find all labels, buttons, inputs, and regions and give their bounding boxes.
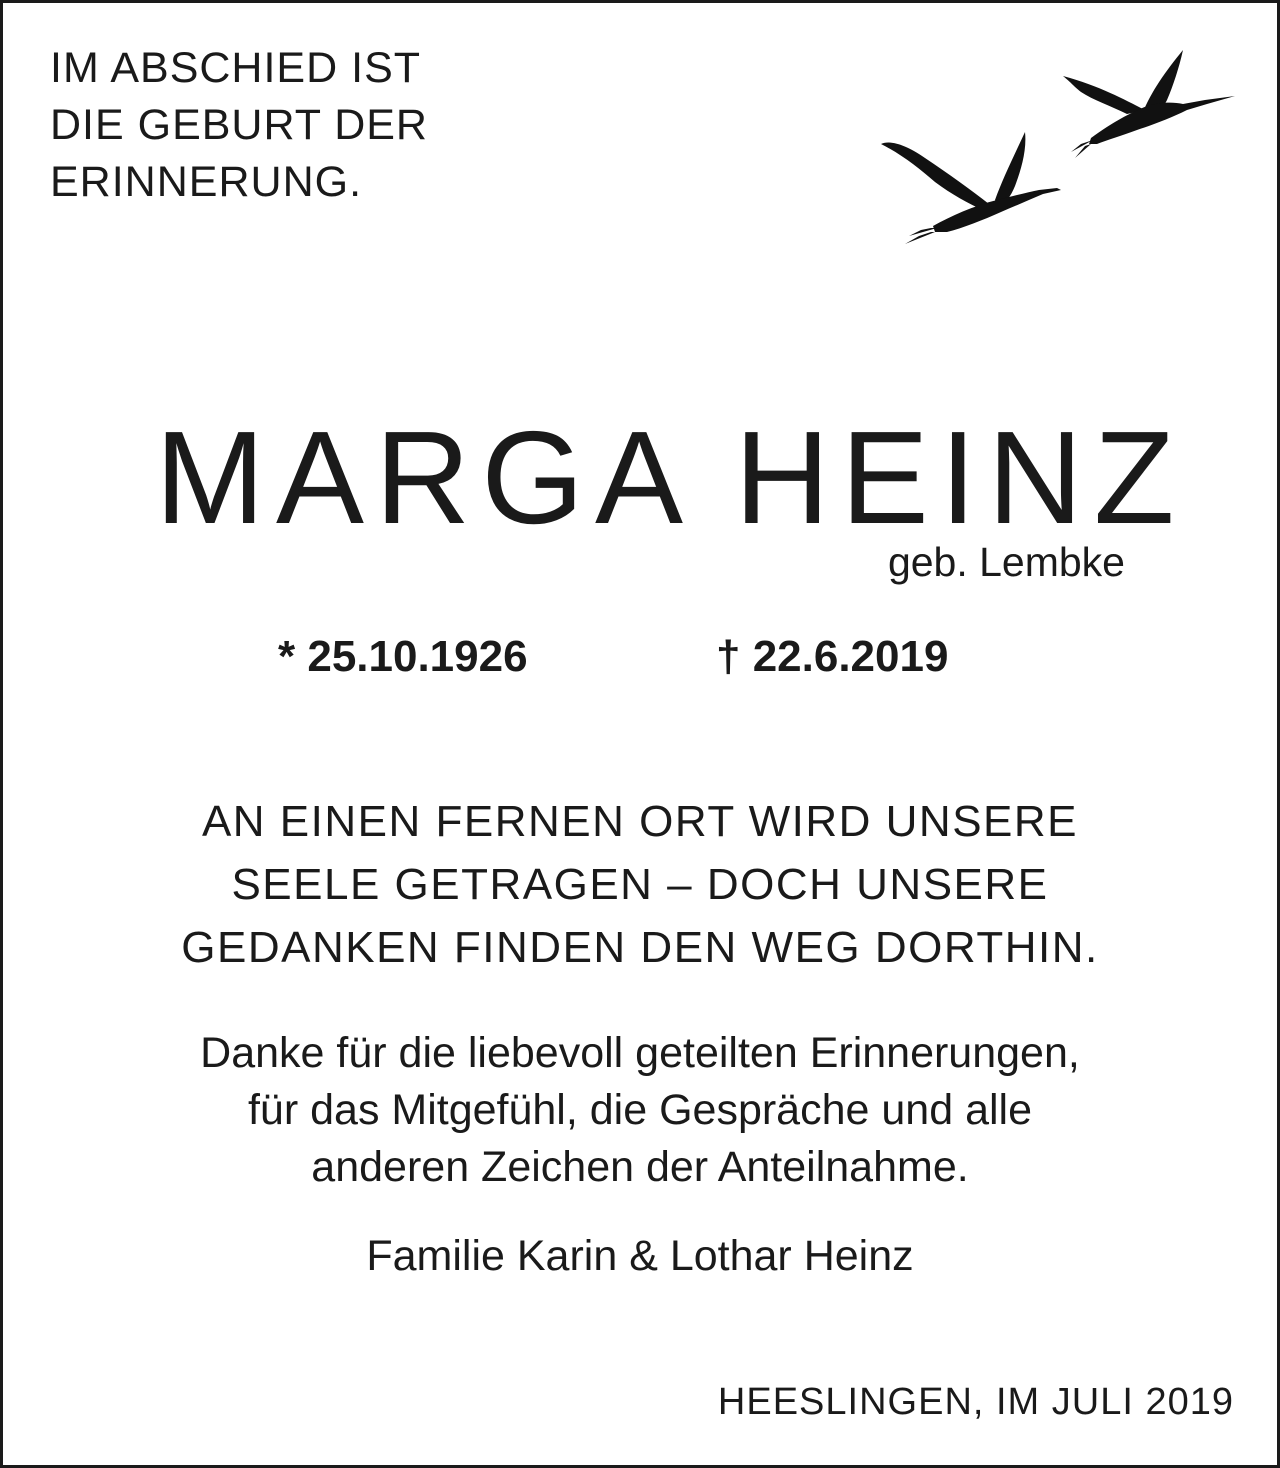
verse-line: SEELE GETRAGEN – DOCH UNSERE	[231, 860, 1049, 909]
crane-right-icon	[1063, 50, 1235, 158]
thanks-line: anderen Zeichen der Anteilnahme.	[311, 1143, 969, 1191]
top-quote-line: ERINNERUNG.	[50, 158, 363, 206]
verse-line: AN EINEN FERNEN ORT WIRD UNSERE	[201, 797, 1079, 846]
top-quote-line: IM ABSCHIED IST	[50, 44, 422, 92]
flying-cranes-icon	[875, 40, 1245, 245]
top-quote-line: DIE GEBURT DER	[50, 101, 428, 149]
family-signature: Familie Karin & Lothar Heinz	[366, 1232, 914, 1280]
verse-line: GEDANKEN FINDEN DEN WEG DORTHIN.	[181, 923, 1099, 972]
thanks-text	[0, 1025, 1280, 1196]
place-and-date: HEESLINGEN, IM JULI 2019	[717, 1381, 1234, 1423]
birth-date: * 25.10.1926	[278, 632, 528, 681]
top-quote	[50, 40, 428, 211]
death-date: † 22.6.2019	[716, 632, 949, 681]
deceased-name: MARGA HEINZ	[155, 404, 1186, 551]
thanks-line: Danke für die liebevoll geteilten Erinnerungen,	[200, 1029, 1080, 1077]
crane-left-icon	[881, 132, 1061, 244]
memorial-verse	[0, 790, 1280, 979]
maiden-name: geb. Lembke	[887, 539, 1125, 585]
thanks-line: für das Mitgefühl, die Gespräche und alle	[247, 1086, 1032, 1134]
